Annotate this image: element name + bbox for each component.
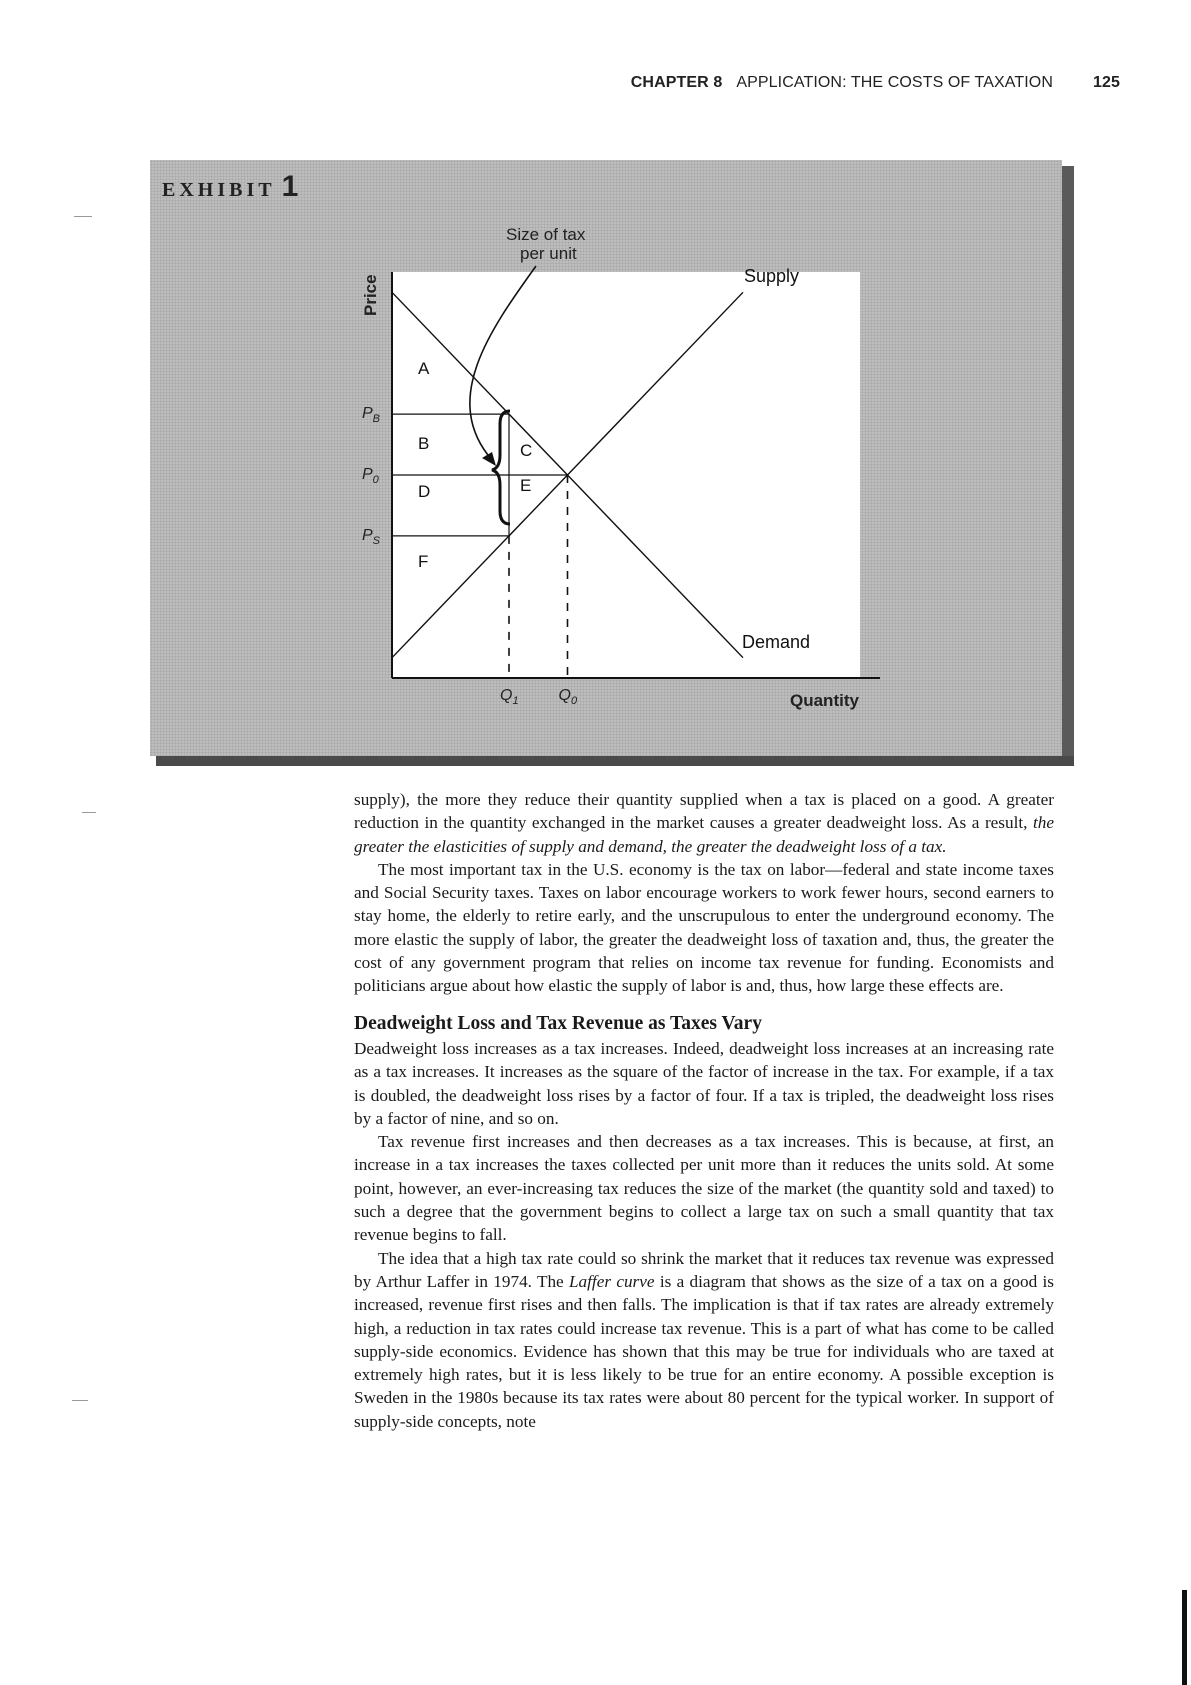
quantity-label-q1: $Q_1$ [500,687,519,707]
laffer-curve-term: Laffer curve [569,1271,655,1291]
paragraph-4: Tax revenue first increases and then decreases as a tax increases. This is because, at first, an increase in a tax increases the taxes collected per unit more than it reduces the units sold. At some point, however, an ever-increasing tax reduces the size of the market (the quantity sold and taxed) to such a degree that the government begins to collect a large tax on such a small quantity that tax revenue begins to fall. [354,1132,1054,1245]
region-b: B [418,434,430,453]
paragraph-5-text-a: The idea that a high tax rate could so shrink the market that it reduces tax revenue was expressed by Arthur Laffer in 1974. The [354,1248,1054,1291]
paragraph-1-emphasis: the greater the elasticities of supply and demand, the greater the deadweight loss of a tax. [354,813,1055,856]
paragraph-1 [354,788,1054,858]
scan-mark [72,1400,88,1401]
scan-mark [82,812,96,813]
chapter-label: CHAPTER 8 [630,74,723,91]
section-heading: Deadweight Loss and Tax Revenue as Taxes Vary [354,1012,762,1034]
quantity-tick-labels [500,687,578,707]
paragraph-2: The most important tax in the U.S. economy is the tax on labor—federal and state income taxes and Social Security taxes. Taxes on labor encourage workers to work fewer hours, second earners to stay home, the elderly to retire early, and the unscrupulous to enter the underground economy. The more elastic the supply of labor, the greater the deadweight loss of taxation and, thus, the greater the cost of any government program that relies on income tax revenue for funding. Economists and politicians argue about how elastic the supply of labor is and, thus, how large these effects are. [354,859,1054,996]
paragraph-5-text-b: is a diagram that shows as the size of a tax on a good is increased, revenue first rises and then falls. The implication is that if tax rates are already extremely high, a reduction in tax rates could increase tax revenue. This is a part of what has come to be called supply-side economics. Evidence has shown that this may be true for individuals who are taxed at extremely high rates, but it is less likely to be true for an entire economy. A possible exception is Sweden in the 1980s because its tax rates were about 80 percent for the typical worker. In support of supply-side concepts, note [354,1271,1054,1431]
scan-mark [74,216,92,217]
region-d: D [418,482,431,501]
x-axis-title: Quantity [790,691,859,710]
y-axis-title: Price [361,274,380,316]
exhibit-number: 1 [281,170,299,203]
demand-label: Demand [742,632,811,652]
quantity-label-q0: $Q_0$ [558,687,578,707]
page-number: 125 [1093,74,1120,91]
price-label-0: $P_0$ [362,466,379,486]
region-e: E [520,476,532,495]
tax-label-line2: per unit [520,244,577,263]
chapter-title: APPLICATION: THE COSTS OF TAXATION [736,74,1053,91]
scan-edge [1182,1590,1187,1685]
region-f: F [418,552,429,571]
region-c: C [520,441,533,460]
exhibit-word: EXHIBIT [162,179,276,201]
region-a: A [418,359,430,378]
body-text [354,788,1054,1433]
price-label-b: $P_B$ [362,405,381,426]
price-label-s: $P_S$ [362,526,381,547]
paragraph-1-text: supply), the more they reduce their quantity supplied when a tax is placed on a good. A greater reduction in the quantity exchanged in the market causes a greater deadweight loss. As a result, [354,790,1054,833]
price-tick-labels [362,405,381,547]
paragraph-3: Deadweight loss increases as a tax increases. Indeed, deadweight loss increases at an increasing rate as a tax increases. It increases as the square of the factor of increase in the tax. For example, if a tax is doubled, the deadweight loss rises by a factor of four. If a tax is tripled, the deadweight loss rises by a factor of nine, and so on. [354,1038,1054,1128]
tax-label-line1: Size of tax [506,225,586,244]
paragraph-5 [354,1247,1054,1433]
supply-label: Supply [744,266,800,286]
